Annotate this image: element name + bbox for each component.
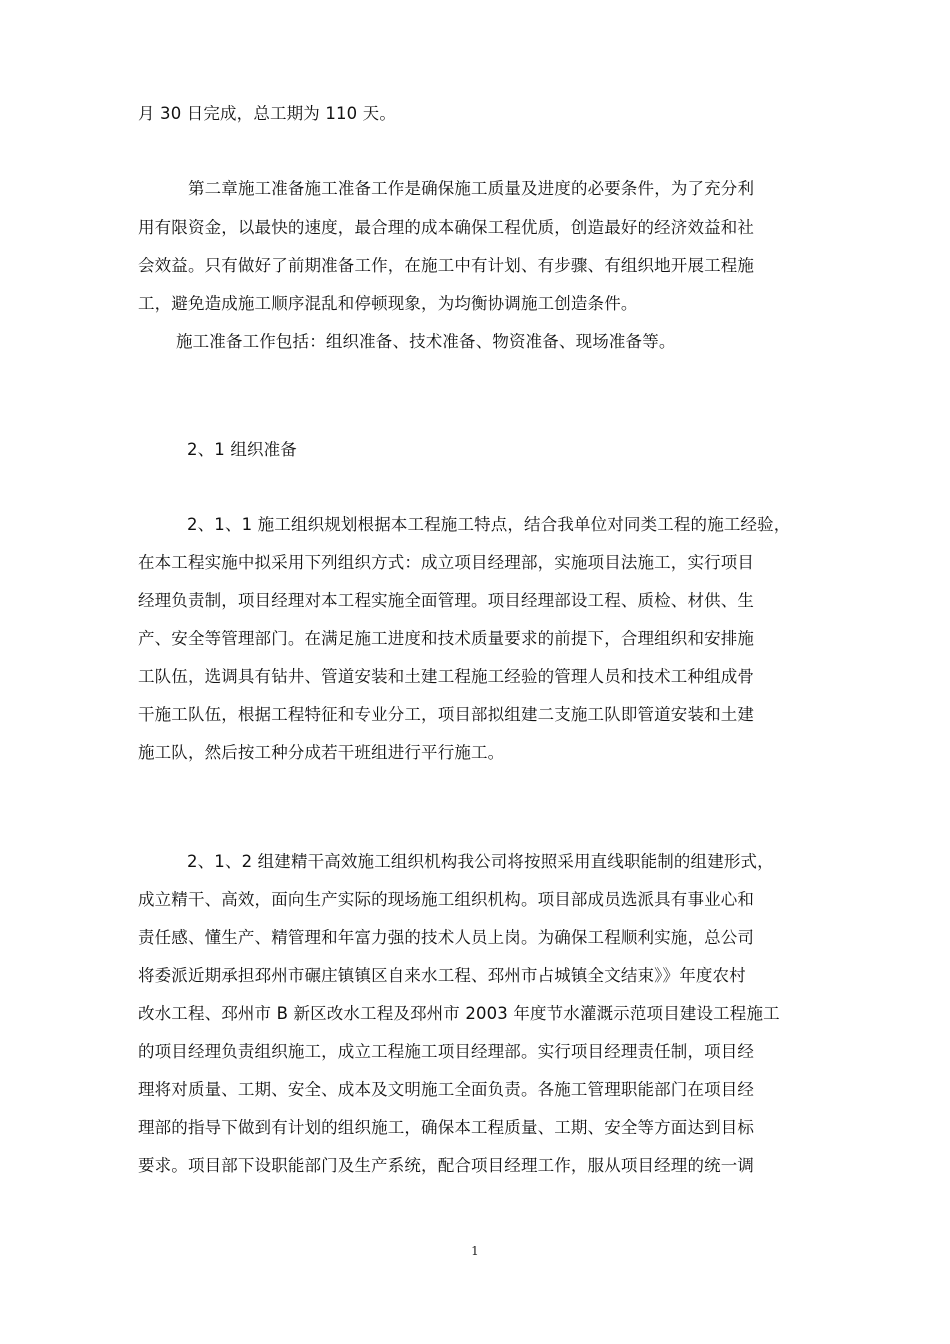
text-line: 改水工程、邳州市 B 新区改水工程及邳州市 2003 年度节水灌溉示范项目建设工程施工 <box>138 1004 780 1023</box>
text-line: 2、1、2 组建精干高效施工组织机构我公司将按照采用直线职能制的组建形式， <box>187 852 774 871</box>
text-line: 月 30 日完成，总工期为 110 天。 <box>138 104 396 123</box>
text-line: 工，避免造成施工顺序混乱和停顿现象，为均衡协调施工创造条件。 <box>138 294 638 313</box>
text-line: 用有限资金，以最快的速度，最合理的成本确保工程优质，创造最好的经济效益和社 <box>138 218 755 237</box>
text-line: 将委派近期承担邳州市碾庄镇镇区自来水工程、邳州市占城镇全文结束》》年度农村 <box>138 966 746 985</box>
text-line: 理部的指导下做到有计划的组织施工，确保本工程质量、工期、安全等方面达到目标 <box>138 1118 755 1137</box>
text-line: 干施工队伍，根据工程特征和专业分工，项目部拟组建二支施工队即管道安装和土建 <box>138 705 755 724</box>
page-number: 1 <box>471 1244 479 1258</box>
text-line: 工队伍，选调具有钻井、管道安装和土建工程施工经验的管理人员和技术工种组成骨 <box>138 667 755 686</box>
text-line: 施工队，然后按工种分成若干班组进行平行施工。 <box>138 743 505 762</box>
section-heading: 2、1 组织准备 <box>187 440 297 459</box>
text-line: 会效益。只有做好了前期准备工作，在施工中有计划、有步骤、有组织地开展工程施 <box>138 256 755 275</box>
text-line: 理将对质量、工期、安全、成本及文明施工全面负责。各施工管理职能部门在项目经 <box>138 1080 755 1099</box>
text-line: 第二章施工准备施工准备工作是确保施工质量及进度的必要条件，为了充分利 <box>188 179 755 198</box>
text-line: 2、1、1 施工组织规划根据本工程施工特点，结合我单位对同类工程的施工经验， <box>187 515 791 534</box>
text-line: 施工准备工作包括：组织准备、技术准备、物资准备、现场准备等。 <box>176 332 676 351</box>
text-line: 成立精干、高效，面向生产实际的现场施工组织机构。项目部成员选派具有事业心和 <box>138 890 755 909</box>
text-line: 在本工程实施中拟采用下列组织方式：成立项目经理部，实施项目法施工，实行项目 <box>138 553 755 572</box>
text-line: 经理负责制，项目经理对本工程实施全面管理。项目经理部设工程、质检、材供、生 <box>138 591 755 610</box>
text-line: 要求。项目部下设职能部门及生产系统，配合项目经理工作，服从项目经理的统一调 <box>138 1156 755 1175</box>
text-line: 产、安全等管理部门。在满足施工进度和技术质量要求的前提下，合理组织和安排施 <box>138 629 755 648</box>
text-line: 责任感、懂生产、精管理和年富力强的技术人员上岗。为确保工程顺利实施，总公司 <box>138 928 755 947</box>
text-line: 的项目经理负责组织施工，成立工程施工项目经理部。实行项目经理责任制，项目经 <box>138 1042 755 1061</box>
